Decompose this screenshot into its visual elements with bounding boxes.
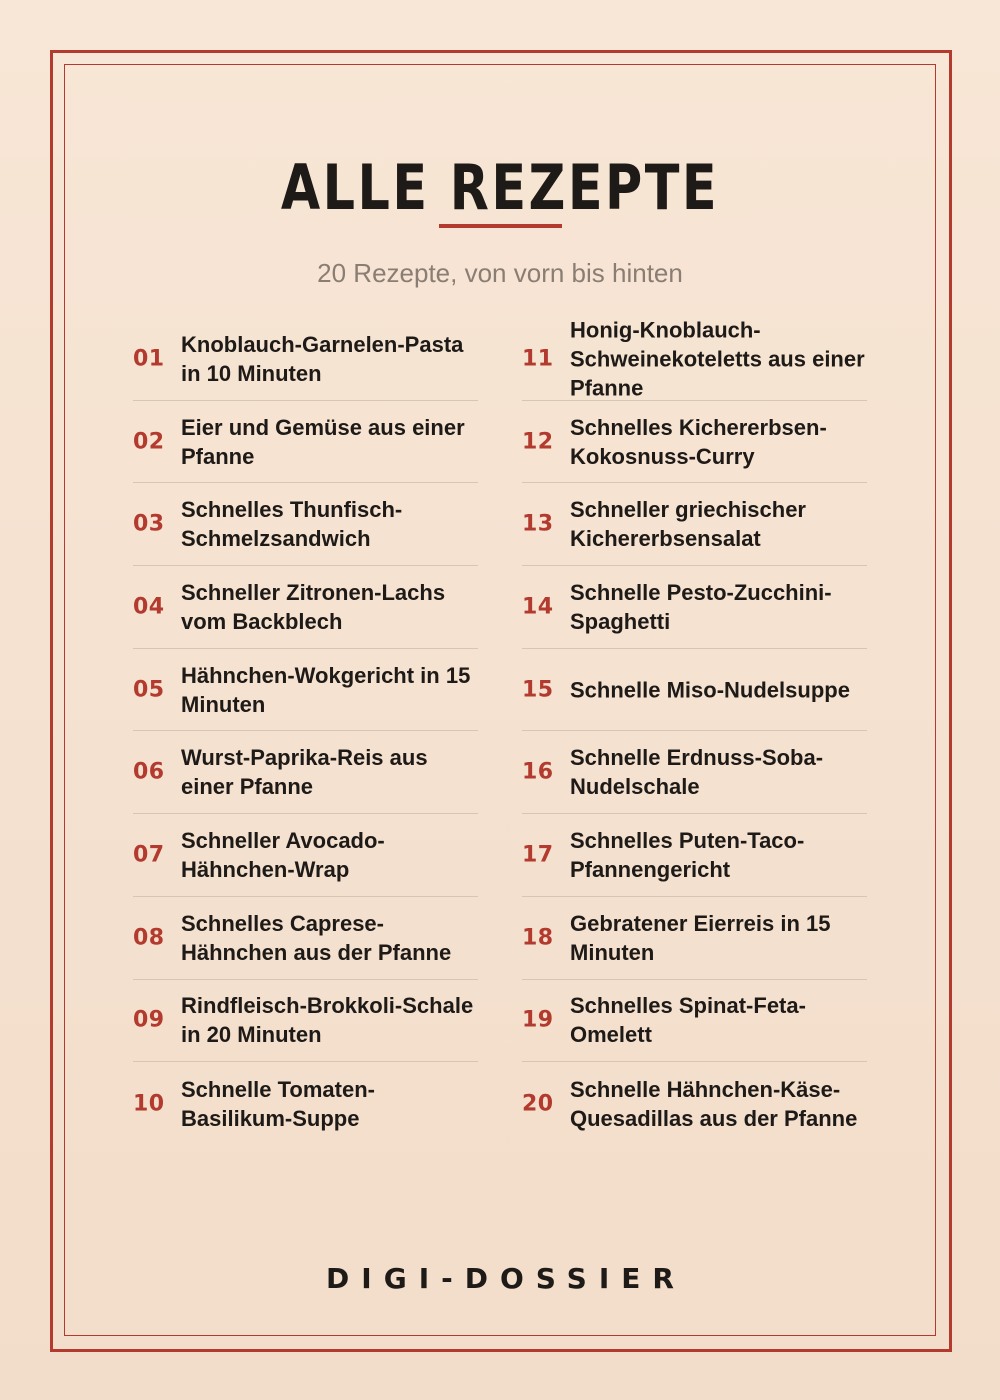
recipe-name: Schnelles Puten-Taco-Pfannengericht <box>570 827 805 882</box>
recipe-number: 06 <box>133 759 165 785</box>
recipe-number: 04 <box>133 594 165 620</box>
recipe-name: Schneller Zitronen-Lachs vom Backblech <box>181 579 446 634</box>
recipe-name: Schnelle Hähnchen-Käse-Quesadillas aus der Pfanne <box>570 1076 858 1131</box>
recipe-entry[interactable] <box>522 401 867 484</box>
recipe-name: Schnelles Caprese-Hähnchen aus der Pfanne <box>181 910 452 965</box>
recipe-name: Eier und Gemüse aus einer Pfanne <box>181 414 465 469</box>
recipe-entry[interactable] <box>133 814 478 897</box>
page-subtitle: 20 Rezepte, von vorn bis hinten <box>317 258 683 288</box>
recipe-name: Schnelle Miso-Nudelsuppe <box>570 677 850 703</box>
recipe-number: 03 <box>133 511 165 537</box>
recipe-list-right <box>522 318 867 1145</box>
recipe-entry[interactable] <box>133 1062 478 1145</box>
recipe-number: 10 <box>133 1091 165 1117</box>
recipe-number: 09 <box>133 1007 165 1033</box>
recipe-name: Gebratener Eierreis in 15 Minuten <box>570 910 831 965</box>
recipe-entry[interactable] <box>522 897 867 980</box>
recipe-number: 08 <box>133 925 165 951</box>
recipe-name: Schneller Avocado-Hähnchen-Wrap <box>181 827 385 882</box>
recipe-entry[interactable] <box>133 566 478 649</box>
recipe-list-left <box>133 318 478 1145</box>
recipe-name: Rindfleisch-Brokkoli-Schale in 20 Minuten <box>181 993 474 1048</box>
recipe-name: Honig-Knoblauch-Schweinekoteletts aus einer Pfanne <box>570 317 865 401</box>
recipe-number: 11 <box>522 346 554 372</box>
recipe-name: Schnelles Kichererbsen-Kokosnuss-Curry <box>570 414 827 469</box>
recipe-name: Knoblauch-Garnelen-Pasta in 10 Minuten <box>181 331 464 386</box>
recipe-number: 05 <box>133 677 165 703</box>
recipe-number: 19 <box>522 1007 554 1033</box>
recipe-number: 17 <box>522 842 554 868</box>
recipe-name: Schnelle Pesto-Zucchini-Spaghetti <box>570 579 832 634</box>
recipe-number: 20 <box>522 1091 554 1117</box>
recipe-entry[interactable] <box>522 814 867 897</box>
recipe-entry[interactable] <box>133 980 478 1063</box>
recipe-number: 01 <box>133 346 165 372</box>
brand-footer: DIGI-DOSSIER <box>326 1262 686 1295</box>
recipe-entry[interactable] <box>133 731 478 814</box>
recipe-entry[interactable] <box>522 566 867 649</box>
recipe-number: 14 <box>522 594 554 620</box>
recipe-number: 15 <box>522 677 554 703</box>
recipe-entry[interactable] <box>522 318 867 401</box>
recipe-name: Schnelles Thunfisch-Schmelzsandwich <box>181 497 403 552</box>
recipe-entry[interactable] <box>522 483 867 566</box>
recipe-entry[interactable] <box>522 649 867 732</box>
recipe-entry[interactable] <box>133 483 478 566</box>
recipe-number: 07 <box>133 842 165 868</box>
recipe-name: Wurst-Paprika-Reis aus einer Pfanne <box>181 745 428 800</box>
recipe-name: Hähnchen-Wokgericht in 15 Minuten <box>181 662 471 717</box>
recipe-number: 12 <box>522 429 554 455</box>
recipe-entry[interactable] <box>133 649 478 732</box>
recipe-entry[interactable] <box>522 731 867 814</box>
recipe-name: Schnelle Tomaten-Basilikum-Suppe <box>181 1076 375 1131</box>
recipe-entry[interactable] <box>522 980 867 1063</box>
recipe-entry[interactable] <box>133 897 478 980</box>
recipe-number: 02 <box>133 429 165 455</box>
recipe-name: Schneller griechischer Kichererbsensalat <box>570 497 806 552</box>
page-title: ALLE REZEPTE <box>280 151 720 224</box>
recipe-number: 18 <box>522 925 554 951</box>
recipe-entry[interactable] <box>522 1062 867 1145</box>
recipe-number: 13 <box>522 511 554 537</box>
recipe-entry[interactable] <box>133 318 478 401</box>
recipe-name: Schnelles Spinat-Feta-Omelett <box>570 993 806 1048</box>
recipe-name: Schnelle Erdnuss-Soba-Nudelschale <box>570 745 824 800</box>
recipe-entry[interactable] <box>133 401 478 484</box>
recipe-number: 16 <box>522 759 554 785</box>
title-underline <box>439 224 562 228</box>
